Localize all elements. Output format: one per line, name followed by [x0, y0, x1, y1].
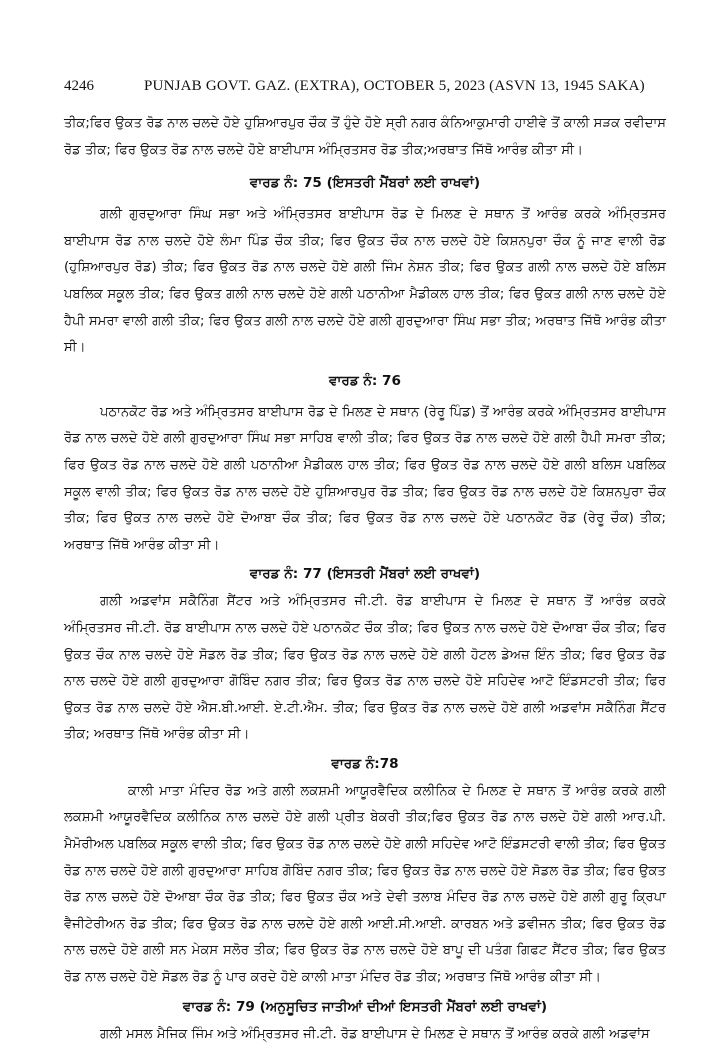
ward-75-text: ਗਲੀ ਗੁਰਦੁਆਰਾ ਸਿੰਘ ਸਭਾ ਅਤੇ ਅੰਮ੍ਰਿਤਸਰ ਬਾਈਪਾਸ ਰੋਡ ਦੇ ਮਿਲਣ ਦੇ ਸਥਾਨ ਤੋਂ ਆਰੰਭ ਕਰਕੇ ਅੰਮ੍ਰਿਤਸਰ ਬਾਈਪਾਸ ਰੋਡ ਨਾਲ ਚਲਦੇ ਹੋਏ ਲੰਮਾ ਪਿੰਡ ਚੌਕ ਤੀਕ; ਫਿਰ ਉਕਤ ਚੌਕ ਨਾਲ ਚਲਦੇ ਹੋਏ ਕਿਸ਼ਨਪੁਰਾ ਚੌਕ ਨੂੰ ਜਾਣ ਵਾਲੀ ਰੋਡ (ਹੁਸ਼ਿਆਰਪੁਰ ਰੋਡ) ਤੀਕ; ਫਿਰ ਉਕਤ ਰੋਡ ਨਾਲ ਚਲਦੇ ਹੋਏ ਗਲੀ ਜਿੰਮ ਨੇਸ਼ਨ ਤੀਕ; ਫਿਰ ਉਕਤ ਗਲੀ ਨਾਲ ਚਲਦੇ ਹੋਏ ਬਲਿਸ ਪਬਲਿਕ ਸਕੂਲ ਤੀਕ; ਫਿਰ ਉਕਤ ਗਲੀ ਨਾਲ ਚਲਦੇ ਹੋਏ ਗਲੀ ਪਠਾਨੀਆ ਮੈਡੀਕਲ ਹਾਲ ਤੀਕ; ਫਿਰ ਉਕਤ ਗਲੀ ਨਾਲ ਚਲਦੇ ਹੋਏ ਹੈਪੀ ਸਮਰਾ ਵਾਲੀ ਗਲੀ ਤੀਕ; ਫਿਰ ਉਕਤ ਗਲੀ ਨਾਲ ਚਲਦੇ ਹੋਏ ਗਲੀ ਗੁਰਦੁਆਰਾ ਸਿੰਘ ਸਭਾ ਤੀਕ; ਅਰਥਾਤ ਜਿੱਥੋ ਆਰੰਭ ਕੀਤਾ ਸੀ।: [64, 207, 666, 356]
intro-paragraph: ਤੀਕ;ਫਿਰ ਉਕਤ ਰੋਡ ਨਾਲ ਚਲਦੇ ਹੋਏ ਹੁਸ਼ਿਆਰਪੁਰ ਚੌਕ ਤੋਂ ਹੁੰਦੇ ਹੋਏ ਸ੍ਰੀ ਨਗਰ ਕੰਨਿਆਕੁਮਾਰੀ ਹਾਈਵੇ ਤੋਂ ਕਾਲੀ ਸੜਕ ਰਵੀਦਾਸ ਰੋਡ ਤੀਕ; ਫਿਰ ਉਕਤ ਰੋਡ ਨਾਲ ਚਲਦੇ ਹੋਏ ਬਾਈਪਾਸ ਅੰਮ੍ਰਿਤਸਰ ਰੋਡ ਤੀਕ;ਅਰਥਾਤ ਜਿੱਥੋ ਆਰੰਭ ਕੀਤਾ ਸੀ।: [64, 116, 666, 158]
ward-77-heading: ਵਾਰਡ ਨੰ: 77 (ਇਸਤਰੀ ਮੈਂਬਰਾਂ ਲਈ ਰਾਖਵਾਂ): [249, 566, 481, 583]
ward-76-text: ਪਠਾਨਕੋਟ ਰੋਡ ਅਤੇ ਅੰਮ੍ਰਿਤਸਰ ਬਾਈਪਾਸ ਰੋਡ ਦੇ ਮਿਲਣ ਦੇ ਸਥਾਨ (ਰੇਰੂ ਪਿੰਡ) ਤੋਂ ਆਰੰਭ ਕਰਕੇ ਅੰਮ੍ਰਿਤਸਰ ਬਾਈਪਾਸ ਰੋਡ ਨਾਲ ਚਲਦੇ ਹੋਏ ਗਲੀ ਗੁਰਦੁਆਰਾ ਸਿੰਘ ਸਭਾ ਸਾਹਿਬ ਵਾਲੀ ਤੀਕ; ਫਿਰ ਉਕਤ ਰੋਡ ਨਾਲ ਚਲਦੇ ਹੋਏ ਗਲੀ ਹੈਪੀ ਸਮਰਾ ਤੀਕ; ਫਿਰ ਉਕਤ ਰੋਡ ਨਾਲ ਚਲਦੇ ਹੋਏ ਗਲੀ ਪਠਾਨੀਆ ਮੈਡੀਕਲ ਹਾਲ ਤੀਕ; ਫਿਰ ਉਕਤ ਰੋਡ ਨਾਲ ਚਲਦੇ ਹੋਏ ਗਲੀ ਬਲਿਸ ਪਬਲਿਕ ਸਕੂਲ ਵਾਲੀ ਤੀਕ; ਫਿਰ ਉਕਤ ਰੋਡ ਨਾਲ ਚਲਦੇ ਹੋਏ ਹੁਸ਼ਿਆਰਪੁਰ ਰੋਡ ਤੀਕ; ਫਿਰ ਉਕਤ ਰੋਡ ਨਾਲ ਚਲਦੇ ਹੋਏ ਕਿਸ਼ਨਪੁਰਾ ਚੌਕ ਤੀਕ; ਫਿਰ ਉਕਤ ਨਾਲ ਚਲਦੇ ਹੋਏ ਦੋਆਬਾ ਚੌਕ ਤੀਕ; ਫਿਰ ਉਕਤ ਰੋਡ ਨਾਲ ਚਲਦੇ ਹੋਏ ਪਠਾਨਕੋਟ ਰੋਡ (ਰੇਰੂ ਚੌਕ) ਤੀਕ; ਅਰਥਾਤ ਜਿੱਥੋ ਆਰੰਭ ਕੀਤਾ ਸੀ।: [64, 404, 666, 553]
ward-79-text: ਗਲੀ ਮਸਲ ਮੈਜਿਕ ਜਿੰਮ ਅਤੇ ਅੰਮ੍ਰਿਤਸਰ ਜੀ.ਟੀ. ਰੋਡ ਬਾਈਪਾਸ ਦੇ ਮਿਲਣ ਦੇ ਸਥਾਨ ਤੋਂ ਆਰੰਭ ਕਰਕੇ ਗਲੀ ਅਡਵਾਂਸ: [100, 1026, 650, 1042]
ward-78-heading: ਵਾਰਡ ਨੰ:78: [331, 755, 399, 772]
ward-77-text: ਗਲੀ ਅਡਵਾਂਸ ਸਕੈਨਿੰਗ ਸੈਂਟਰ ਅਤੇ ਅੰਮ੍ਰਿਤਸਰ ਜੀ.ਟੀ. ਰੋਡ ਬਾਈਪਾਸ ਦੇ ਮਿਲਣ ਦੇ ਸਥਾਨ ਤੋਂ ਆਰੰਭ ਕਰਕੇ ਅੰਮ੍ਰਿਤਸਰ ਜੀ.ਟੀ. ਰੋਡ ਬਾਈਪਾਸ ਨਾਲ ਚਲਦੇ ਹੋਏ ਪਠਾਨਕੋਟ ਚੌਕ ਤੀਕ; ਫਿਰ ਉਕਤ ਨਾਲ ਚਲਦੇ ਹੋਏ ਦੋਆਬਾ ਚੌਕ ਤੀਕ; ਫਿਰ ਉਕਤ ਚੌਕ ਨਾਲ ਚਲਦੇ ਹੋਏ ਸੋਡਲ ਰੋਡ ਤੀਕ; ਫਿਰ ਉਕਤ ਰੋਡ ਨਾਲ ਚਲਦੇ ਹੋਏ ਗਲੀ ਹੋਟਲ ਡੇਅਜ਼ ਇੰਨ ਤੀਕ; ਫਿਰ ਉਕਤ ਰੋਡ ਨਾਲ ਚਲਦੇ ਹੋਏ ਗਲੀ ਗੁਰਦੁਆਰਾ ਗੋਬਿੰਦ ਨਗਰ ਤੀਕ; ਫਿਰ ਉਕਤ ਰੋਡ ਨਾਲ ਚਲਦੇ ਹੋਏ ਸਹਿਦੇਵ ਆਟੋ ਇੰਡਸਟਰੀ ਤੀਕ; ਫਿਰ ਉਕਤ ਰੋਡ ਨਾਲ ਚਲਦੇ ਹੋਏ ਐਸ.ਬੀ.ਆਈ. ਏ.ਟੀ.ਐਮ. ਤੀਕ; ਫਿਰ ਉਕਤ ਰੋਡ ਨਾਲ ਚਲਦੇ ਹੋਏ ਗਲੀ ਅਡਵਾਂਸ ਸਕੈਨਿੰਗ ਸੈਂਟਰ ਤੀਕ; ਅਰਥਾਤ ਜਿੱਥੋ ਆਰੰਭ ਕੀਤਾ ਸੀ।: [64, 594, 666, 743]
page-number: 4246: [64, 78, 94, 94]
ward-76-heading: ਵਾਰਡ ਨੰ: 76: [329, 372, 401, 389]
gazette-title: PUNJAB GOVT. GAZ. (EXTRA), OCTOBER 5, 2023 (ASVN 13, 1945 SAKA): [144, 78, 645, 94]
page-header: [64, 78, 666, 95]
ward-79-heading: ਵਾਰਡ ਨੰ: 79 (ਅਨੁਸੂਚਿਤ ਜਾਤੀਆਂ ਦੀਆਂ ਇਸਤਰੀ ਮੈਂਬਰਾਂ ਲਈ ਰਾਖਵਾਂ): [182, 998, 548, 1015]
ward-78-text: ਕਾਲੀ ਮਾਤਾ ਮੰਦਿਰ ਰੋਡ ਅਤੇ ਗਲੀ ਲਕਸ਼ਮੀ ਆਯੂਰਵੈਦਿਕ ਕਲੀਨਿਕ ਦੇ ਮਿਲਣ ਦੇ ਸਥਾਨ ਤੋਂ ਆਰੰਭ ਕਰਕੇ ਗਲੀ ਲਕਸ਼ਮੀ ਆਯੂਰਵੈਦਿਕ ਕਲੀਨਿਕ ਨਾਲ ਚਲਦੇ ਹੋਏ ਗਲੀ ਪ੍ਰੀਤ ਬੇਕਰੀ ਤੀਕ;ਫਿਰ ਉਕਤ ਰੋਡ ਨਾਲ ਚਲਦੇ ਹੋਏ ਗਲੀ ਆਰ.ਪੀ. ਮੈਮੋਰੀਅਲ ਪਬਲਿਕ ਸਕੂਲ ਵਾਲੀ ਤੀਕ; ਫਿਰ ਉਕਤ ਰੋਡ ਨਾਲ ਚਲਦੇ ਹੋਏ ਗਲੀ ਸਹਿਦੇਵ ਆਟੋ ਇੰਡਸਟਰੀ ਵਾਲੀ ਤੀਕ; ਫਿਰ ਉਕਤ ਰੋਡ ਨਾਲ ਚਲਦੇ ਹੋਏ ਗਲੀ ਗੁਰਦੁਆਰਾ ਸਾਹਿਬ ਗੋਬਿੰਦ ਨਗਰ ਤੀਕ; ਫਿਰ ਉਕਤ ਰੋਡ ਨਾਲ ਚਲਦੇ ਹੋਏ ਸੋਡਲ ਰੋਡ ਤੀਕ; ਫਿਰ ਉਕਤ ਰੋਡ ਨਾਲ ਚਲਦੇ ਹੋਏ ਦੋਆਬਾ ਚੌਕ ਰੋਡ ਤੀਕ; ਫਿਰ ਉਕਤ ਚੌਕ ਅਤੇ ਦੇਵੀ ਤਲਾਬ ਮੰਦਿਰ ਰੋਡ ਨਾਲ ਚਲਦੇ ਹੋਏ ਗਲੀ ਗੁਰੂ ਕ੍ਰਿਪਾ ਵੈਜੀਟੇਰੀਅਨ ਰੋਡ ਤੀਕ; ਫਿਰ ਉਕਤ ਰੋਡ ਨਾਲ ਚਲਦੇ ਹੋਏ ਗਲੀ ਆਈ.ਸੀ.ਆਈ. ਕਾਰਬਨ ਅਤੇ ਡਵੀਜਨ ਤੀਕ; ਫਿਰ ਉਕਤ ਰੋਡ ਨਾਲ ਚਲਦੇ ਹੋਏ ਗਲੀ ਸਨ ਮੇਕਸ ਸਲੋਰ ਤੀਕ; ਫਿਰ ਉਕਤ ਰੋਡ ਨਾਲ ਚਲਦੇ ਹੋਏ ਬਾਪੂ ਦੀ ਪਤੰਗ ਗਿਫਟ ਸੈਂਟਰ ਤੀਕ; ਫਿਰ ਉਕਤ ਰੋਡ ਨਾਲ ਚਲਦੇ ਹੋਏ ਸੋਡਲ ਰੋਡ ਨੂੰ ਪਾਰ ਕਰਦੇ ਹੋਏ ਕਾਲੀ ਮਾਤਾ ਮੰਦਿਰ ਰੋਡ ਤੀਕ; ਅਰਥਾਤ ਜਿੱਥੋ ਆਰੰਭ ਕੀਤਾ ਸੀ।: [64, 783, 666, 986]
ward-75-heading: ਵਾਰਡ ਨੰ: 75 (ਇਸਤਰੀ ਮੈਂਬਰਾਂ ਲਈ ਰਾਖਵਾਂ): [249, 175, 481, 192]
